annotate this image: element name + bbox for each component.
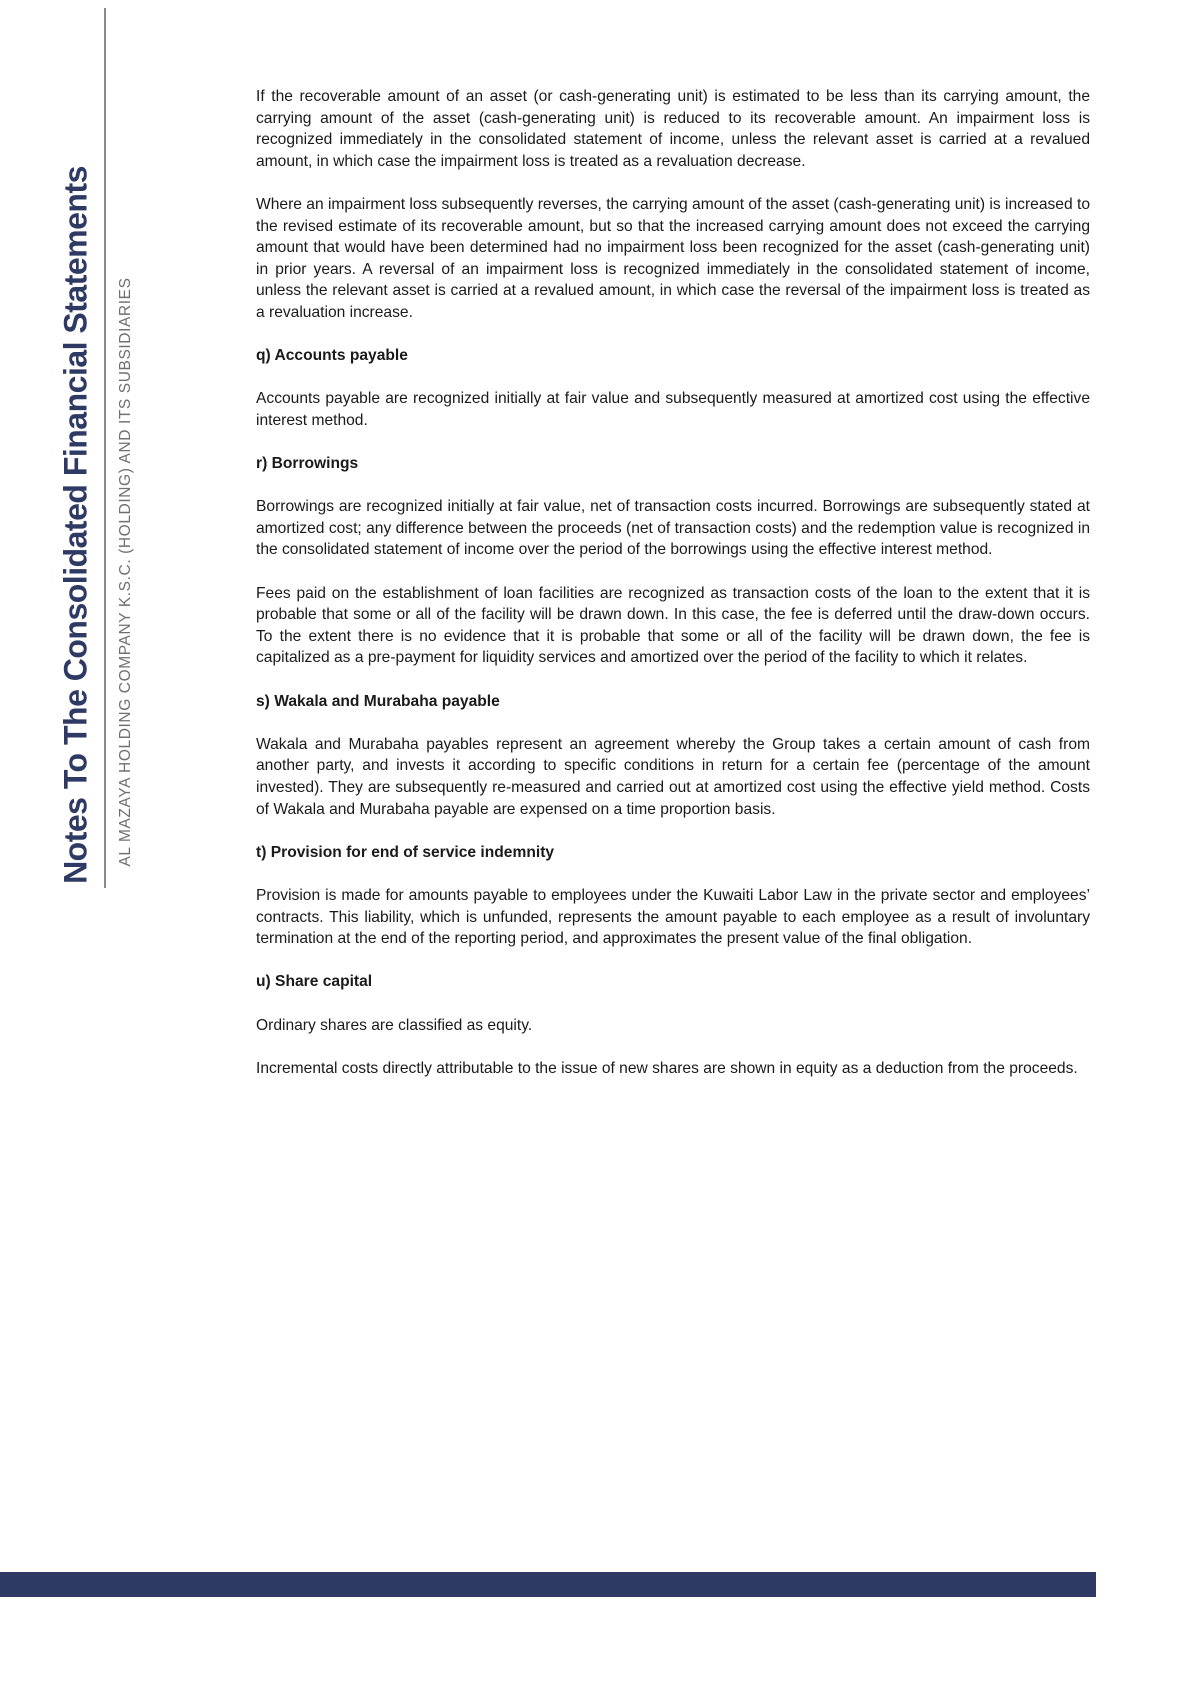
wakala-murabaha-heading: s) Wakala and Murabaha payable (256, 692, 500, 710)
end-of-service-heading: t) Provision for end of service indemnity (256, 843, 555, 861)
sidebar-title: Notes To The Consolidated Financial Statements (57, 166, 94, 884)
footer-bar (0, 1572, 1096, 1597)
impairment-paragraph-2: Where an impairment loss subsequently reverses, the carrying amount of the asset (cash-generating unit) is increased to the revised estimate of its recoverable amount, but so that the increased carrying amount does not exceed the carrying amount that would have been determined had no impairment loss been recognized for the asset (cash-generating unit) in prior years. A reversal of an impairment loss is recognized immediately in the consolidated statement of income, unless the relevant asset is carried at a revalued amount, in which case the reversal of the impairment loss is treated as a revaluation increase. (256, 195, 1090, 321)
accounts-payable-heading: q) Accounts payable (256, 347, 408, 365)
impairment-paragraph-1: If the recoverable amount of an asset (or cash-generating unit) is estimated to be less than its carrying amount, the carrying amount of the asset (cash-generating unit) is reduced to its recoverable amount. An impairment loss is recognized immediately in the consolidated statement of income, unless the relevant asset is carried at a revalued amount, in which case the impairment loss is treated as a revaluation decrease. (256, 88, 1090, 170)
end-of-service-paragraph: Provision is made for amounts payable to employees under the Kuwaiti Labor Law in the private sector and employees’ contracts. This liability, which is unfunded, represents the amount payable to each employee as a result of involuntary termination at the end of the reporting period, and approximates the present value of the final obligation. (256, 886, 1090, 948)
share-capital-heading: u) Share capital (256, 973, 373, 991)
sidebar-company-name: AL MAZAYA HOLDING COMPANY K.S.C. (HOLDING) AND ITS SUBSIDIARIES (117, 277, 134, 867)
accounts-payable-paragraph: Accounts payable are recognized initially at fair value and subsequently measured at amortized cost using the effective interest method. (256, 390, 1090, 429)
wakala-murabaha-paragraph: Wakala and Murabaha payables represent an agreement whereby the Group takes a certain amount of cash from another party, and invests it according to specific conditions in return for a certain fee (percentage of the amount invested). They are subsequently re-measured and carried out at amortized cost using the effective yield method. Costs of Wakala and Murabaha payable are expensed on a time proportion basis. (256, 735, 1090, 818)
borrowings-heading: r) Borrowings (256, 455, 359, 473)
borrowings-paragraph-1: Borrowings are recognized initially at fair value, net of transaction costs incurred. Borrowings are subsequently stated at amortized cost; any difference between the proceeds (net of transaction costs) and the redemption value is recognized in the consolidated statement of income over the period of the borrowings using the effective interest method. (256, 498, 1090, 559)
sidebar-divider (104, 8, 106, 888)
borrowings-paragraph-2: Fees paid on the establishment of loan facilities are recognized as transaction costs of the loan to the extent that it is probable that some or all of the facility will be drawn down. In this case, the fee is deferred until the draw-down occurs. To the extent there is no evidence that it is probable that some or all of the facility will be drawn down, the fee is capitalized as a pre-payment for liquidity services and amortized over the period of the facility to which it relates. (256, 584, 1090, 667)
share-capital-paragraph-2: Incremental costs directly attributable to the issue of new shares are shown in equity as a deduction from the proceeds. (256, 1059, 1078, 1077)
share-capital-paragraph-1: Ordinary shares are classified as equity. (256, 1016, 533, 1034)
notes-body (256, 86, 1090, 1101)
